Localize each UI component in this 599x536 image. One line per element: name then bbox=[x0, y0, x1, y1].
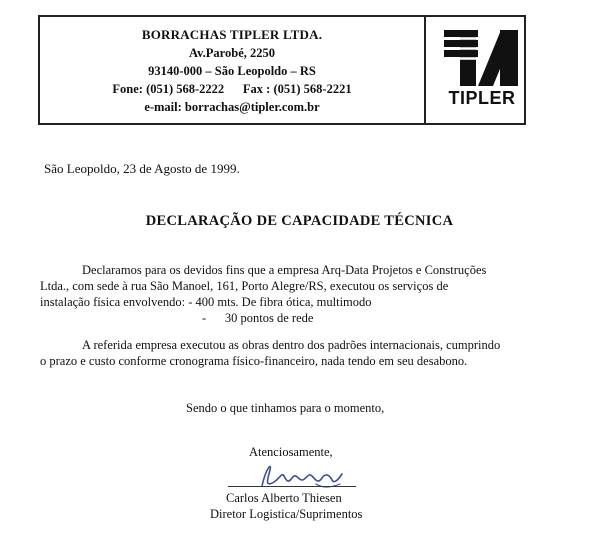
logo-wordmark: TIPLER bbox=[448, 88, 516, 108]
signer-role: Diretor Logistica/Suprimentos bbox=[210, 507, 363, 521]
letter-date: São Leopoldo, 23 de Agosto de 1999. bbox=[44, 161, 240, 176]
letterhead-text bbox=[40, 26, 424, 116]
body-paragraph-1-line-3: instalação física envolvendo: - 400 mts. De fibra ótica, multimodo bbox=[40, 295, 372, 309]
body-paragraph-1-line-2: Ltda., com sede à rua São Manoel, 161, Porto Alegre/RS, executou os serviços de bbox=[40, 279, 449, 293]
handwritten-signature bbox=[256, 458, 356, 494]
body-paragraph-1-line-1: Declaramos para os devidos fins que a empresa Arq-Data Projetos e Construções bbox=[82, 263, 487, 277]
regards-line: Atenciosamente, bbox=[249, 445, 333, 459]
body-paragraph-1-line-4: - 30 pontos de rede bbox=[202, 311, 314, 325]
body-paragraph-2-line-1: A referida empresa executou as obras dentro dos padrões internacionais, cumprindo bbox=[82, 338, 501, 352]
company-city: 93140-000 – São Leopoldo – RS bbox=[148, 64, 316, 78]
signer-name: Carlos Alberto Thiesen bbox=[226, 491, 342, 505]
company-street: Av.Parobé, 2250 bbox=[189, 46, 275, 60]
signature-line bbox=[228, 486, 356, 487]
company-phones: Fone: (051) 568-2222 Fax : (051) 568-2221 bbox=[112, 82, 352, 96]
company-name: BORRACHAS TIPLER LTDA. bbox=[141, 27, 323, 42]
document-title: DECLARAÇÃO DE CAPACIDADE TÉCNICA bbox=[145, 213, 454, 229]
company-email: e-mail: borrachas@tipler.com.br bbox=[144, 100, 320, 114]
body-paragraph-2-line-2: o prazo e custo conforme cronograma físico-financeiro, nada tendo em seu desabono. bbox=[40, 354, 468, 368]
letterhead-divider bbox=[424, 15, 426, 125]
closing-line: Sendo o que tinhamos para o momento, bbox=[186, 401, 385, 415]
